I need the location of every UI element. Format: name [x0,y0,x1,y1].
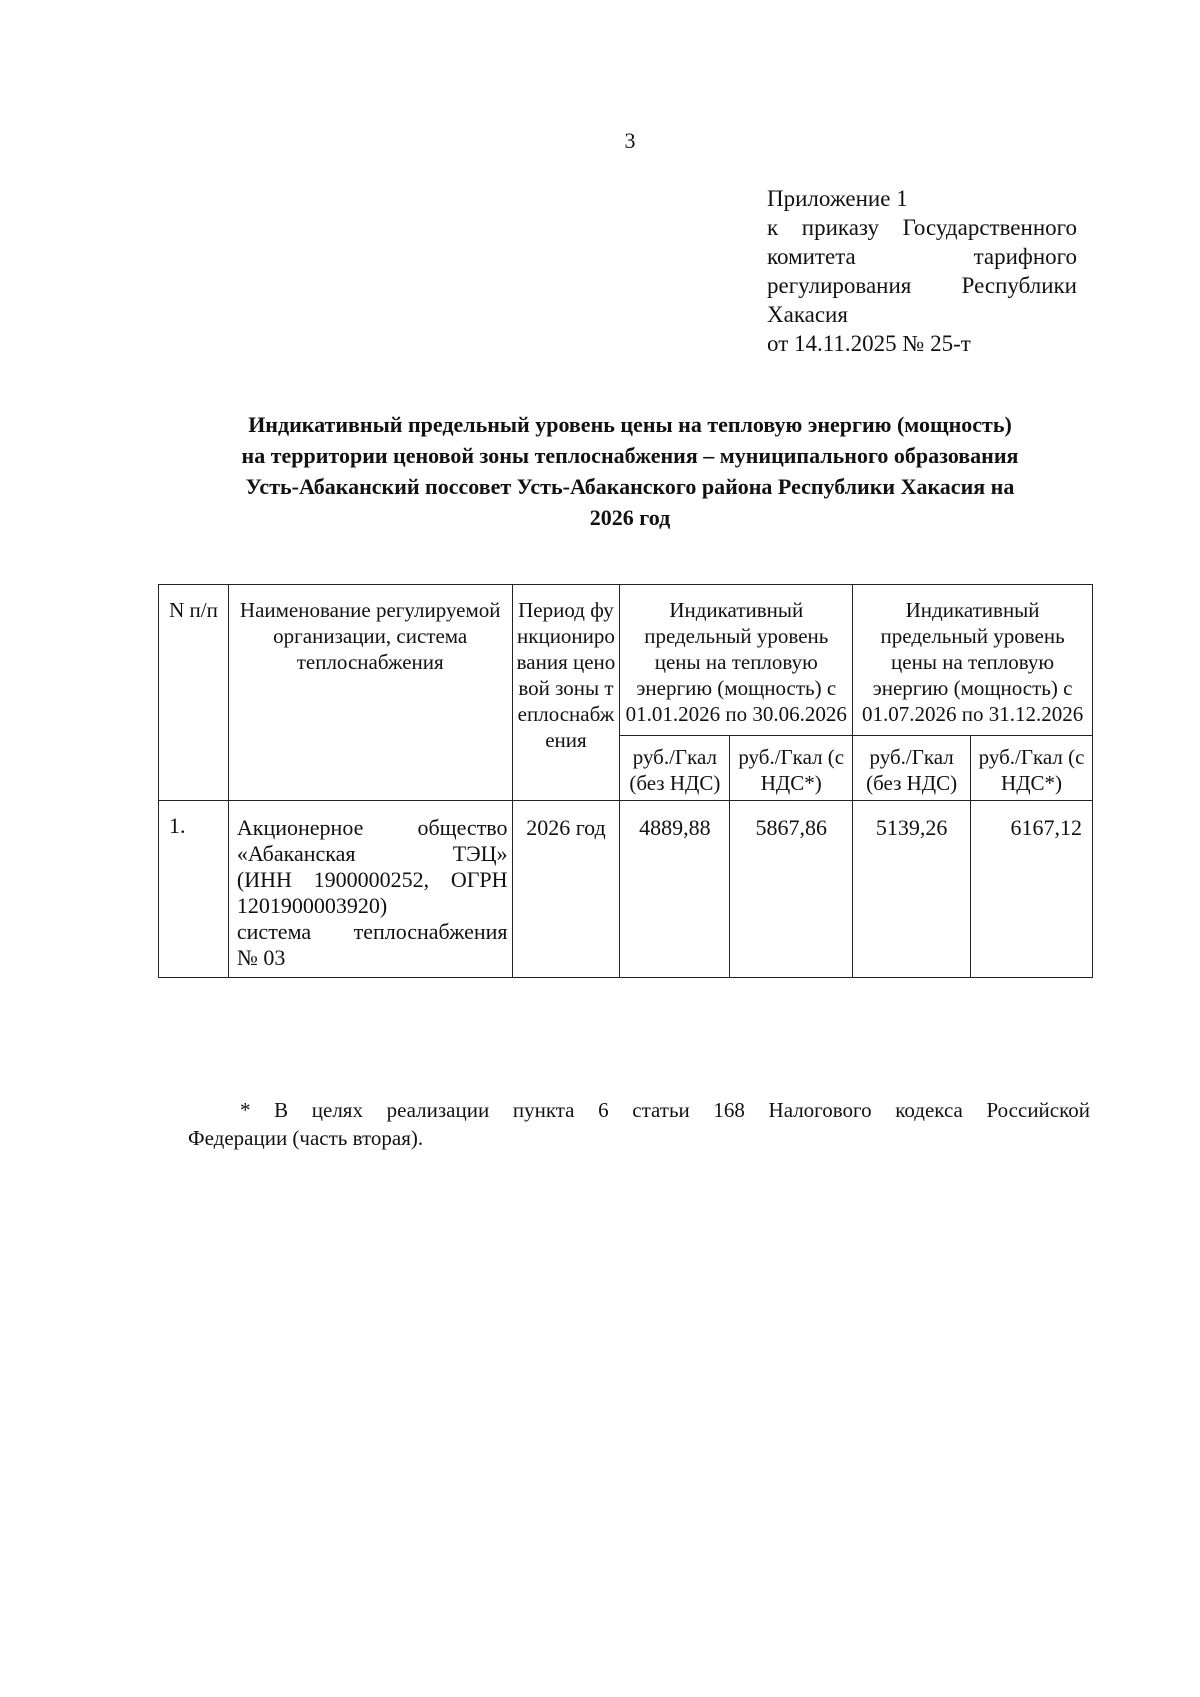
footnote-line: * В целях реализации пункта 6 статьи 168 Налогового кодекса Российской [240,1098,1090,1122]
row-value-first-half-with-vat: 5867,86 [730,801,853,978]
footnote-line: Федерации (часть вторая). [188,1126,424,1150]
appendix-line: к приказу Государственного [767,215,1077,240]
org-line: (ИНН 1900000252, ОГРН [236,867,508,892]
appendix-reference [767,184,1077,358]
appendix-line: Хакасия [767,302,848,327]
org-line: Акционерное общество [236,815,508,840]
footnote [188,1096,1090,1152]
header-unit-without-vat: руб./Гкал (без НДС) [620,736,730,801]
header-period: Период функционирования ценовой зоны теплоснабжения [512,585,620,801]
title-line: Индикативный предельный уровень цены на тепловую энергию (мощность) [248,412,1012,437]
table-row [159,801,1093,978]
appendix-line: Приложение 1 [767,186,908,211]
document-title [180,409,1080,533]
header-unit-with-vat: руб./Гкал (с НДС*) [730,736,853,801]
header-unit-without-vat: руб./Гкал (без НДС) [853,736,971,801]
row-value-second-half-without-vat: 5139,26 [853,801,971,978]
row-value-second-half-with-vat: 6167,12 [971,801,1093,978]
header-organization: Наименование регулируемой организации, система теплоснабжения [228,585,512,801]
org-line: «Абаканская ТЭЦ» [236,841,508,866]
org-line: № 03 [236,945,286,970]
title-line: на территории ценовой зоны теплоснабжения – муниципального образования [241,443,1019,468]
tariff-table [158,584,1093,978]
appendix-line: от 14.11.2025 № 25-т [767,331,971,356]
row-period: 2026 год [512,801,620,978]
org-line: 1201900003920) [236,893,388,918]
header-group-second-half: Индикативный предельный уровень цены на тепловую энергию (мощность) с 01.07.2026 по 31.12.2026 [853,585,1093,736]
page-number: 3 [624,128,636,153]
row-value-first-half-without-vat: 4889,88 [620,801,730,978]
header-unit-with-vat: руб./Гкал (с НДС*) [971,736,1093,801]
org-line: система теплоснабжения [236,919,508,944]
table-header-row [159,585,1093,736]
appendix-line: комитета тарифного [767,244,1077,269]
header-group-first-half: Индикативный предельный уровень цены на тепловую энергию (мощность) с 01.01.2026 по 30.06.2026 [620,585,853,736]
title-line: 2026 год [589,505,671,530]
appendix-line: регулирования Республики [767,273,1077,298]
header-num: N п/п [159,585,229,801]
title-line: Усть-Абаканский поссовет Усть-Абаканского района Республики Хакасия на [245,474,1015,499]
row-organization [228,801,512,978]
row-number: 1. [159,801,229,978]
